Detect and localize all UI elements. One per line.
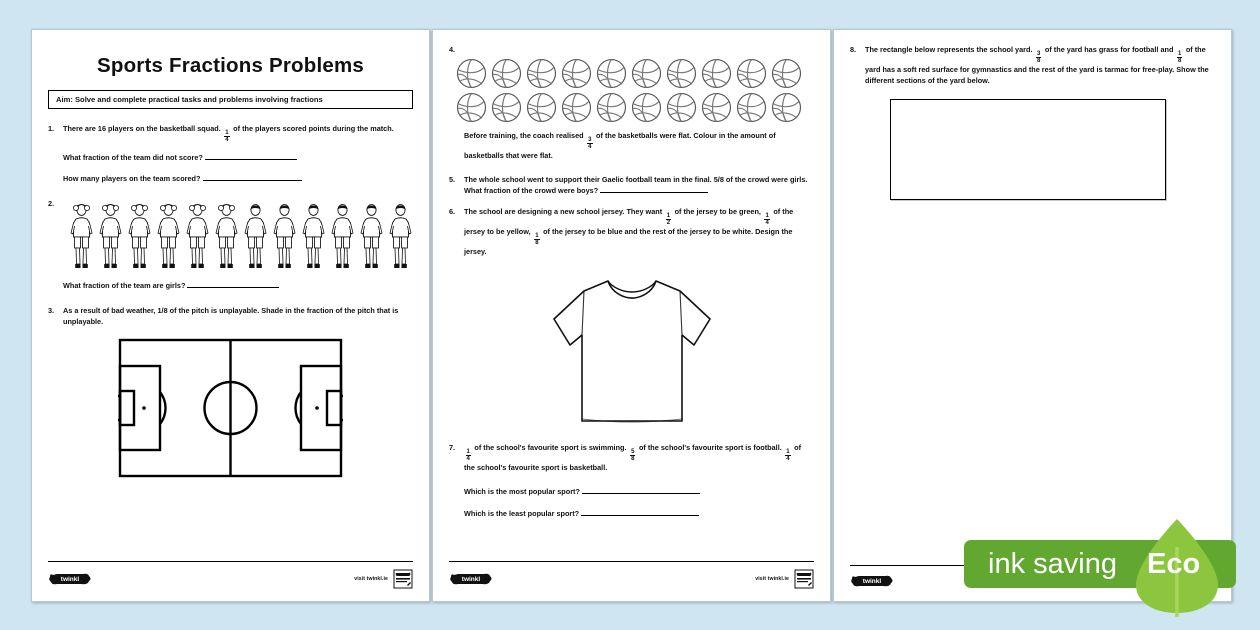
question-1: [48, 123, 413, 143]
boy-player-icon: [386, 200, 415, 272]
fraction-numerator: 5: [631, 449, 635, 456]
basketball-icon[interactable]: [595, 91, 628, 124]
question-6: [449, 206, 814, 257]
page-title: Sports Fractions Problems: [96, 54, 364, 77]
twinkl-badge-icon: [794, 569, 814, 589]
question-3-text: As a result of bad weather, 1/8 of the pitch is unplayable. Shade in the fraction of the pitch that is unplayable.: [63, 306, 399, 327]
fraction-denominator: 8: [535, 240, 539, 247]
question-1-fraction: [224, 130, 229, 143]
twinkl-logo-text: twinkl: [461, 576, 481, 584]
worksheet-page-1: [31, 29, 430, 602]
eco-label: Eco: [1147, 548, 1201, 580]
basketball-icon[interactable]: [490, 91, 523, 124]
question-7: [449, 442, 814, 473]
twinkl-logo-text: twinkl: [60, 576, 80, 584]
twinkl-logo-icon: [48, 571, 92, 587]
basketball-icon[interactable]: [665, 91, 698, 124]
twinkl-logo: [449, 571, 493, 587]
twinkl-logo-text: twinkl: [862, 578, 882, 586]
question-5: [449, 174, 814, 197]
question-2: [48, 198, 413, 272]
question-8-number: 8.: [850, 45, 857, 54]
question-4-fraction: [587, 137, 592, 150]
answer-blank[interactable]: [187, 281, 279, 288]
basketball-icon[interactable]: [735, 57, 768, 90]
question-8-text-c: of the yard has a soft red surface for gymnastics and the rest of the yard is tarmac for free-play. Show the different sections of the yard below.: [865, 45, 1209, 86]
question-7-fraction-1: [466, 449, 471, 462]
worksheet-page-2: [432, 29, 831, 602]
question-8-fraction-2: [1177, 51, 1182, 64]
fraction-numerator: 3: [1037, 51, 1041, 57]
question-5-number: 5.: [449, 174, 456, 184]
girl-player-icon: [67, 200, 96, 272]
question-1-text-a: There are 16 players on the basketball squad.: [63, 124, 221, 133]
question-2-answer-line: [63, 280, 413, 292]
question-4: [449, 44, 814, 55]
question-4-text-block: [449, 130, 814, 161]
girl-player-icon: [154, 200, 183, 272]
question-7-text-c: of the school's favourite sport is basketball.: [464, 443, 802, 473]
basketball-icon[interactable]: [770, 91, 803, 124]
fraction-denominator: 8: [631, 456, 635, 463]
question-1-text: [63, 123, 413, 143]
answer-blank[interactable]: [203, 174, 302, 181]
twinkl-badge-icon: [393, 569, 413, 589]
footer-credit: [354, 569, 413, 589]
basketball-icon[interactable]: [560, 91, 593, 124]
aim-box: Aim: Solve and complete practical tasks and problems involving fractions: [48, 90, 413, 109]
question-7-answer-line-b: [464, 508, 814, 520]
question-1-answer-line-a: [63, 152, 413, 164]
fraction-denominator: 4: [765, 220, 769, 227]
fraction-denominator: 8: [1037, 58, 1041, 64]
footer-credit: [755, 569, 814, 589]
answer-blank[interactable]: [581, 509, 699, 516]
question-6-text-b: of the jersey to be green,: [674, 207, 761, 217]
question-7-prompt-b: Which is the least popular sport?: [464, 509, 580, 519]
twinkl-logo-icon: [449, 571, 493, 587]
eco-ink-saving-label: ink saving: [988, 548, 1117, 580]
boy-player-icon: [241, 200, 270, 272]
question-2-figure: [63, 198, 415, 272]
pitch-svg: [118, 338, 343, 478]
question-8-fraction-1: [1036, 51, 1041, 64]
question-4-text-a: Before training, the coach realised: [464, 131, 584, 141]
answer-blank[interactable]: [582, 487, 700, 494]
basketball-icon[interactable]: [560, 57, 593, 90]
fraction-denominator: 4: [466, 456, 470, 463]
question-7-prompt-a: Which is the most popular sport?: [464, 486, 580, 496]
question-7-fraction-2: [630, 449, 635, 462]
twinkl-logo-icon: [850, 573, 894, 589]
question-8-text-a: The rectangle below represents the school yard.: [865, 45, 1033, 54]
school-yard-answer-box[interactable]: [890, 99, 1166, 200]
question-7-answer-line-a: [464, 486, 814, 498]
question-1-number: 1.: [48, 124, 55, 133]
question-6-number: 6.: [449, 207, 456, 217]
basketball-icon[interactable]: [735, 91, 768, 124]
basketball-icon[interactable]: [665, 57, 698, 90]
question-3-number: 3.: [48, 306, 55, 316]
basketball-icon[interactable]: [700, 57, 733, 90]
ink-saving-eco-badge: [964, 531, 1236, 595]
question-7-text: [464, 442, 814, 473]
question-5-text: The whole school went to support their Gaelic football team in the final. 5/8 of the crowd were girls. What fraction of the crowd were boys?: [464, 174, 808, 195]
girl-player-icon: [125, 200, 154, 272]
fraction-denominator: 8: [1177, 58, 1182, 64]
answer-blank[interactable]: [205, 153, 297, 160]
fraction-numerator: 1: [225, 130, 229, 136]
fraction-denominator: 4: [588, 144, 592, 151]
question-7-number: 7.: [449, 443, 456, 453]
football-pitch-illustration[interactable]: [48, 338, 413, 478]
fraction-numerator: 1: [466, 449, 470, 456]
question-4-number: 4.: [449, 45, 456, 54]
twinkl-logo: [48, 571, 92, 587]
girl-player-icon: [96, 200, 125, 272]
basketball-icon[interactable]: [770, 57, 803, 90]
question-1-prompt-b: How many players on the team scored?: [63, 173, 201, 183]
boy-player-icon: [270, 200, 299, 272]
basketball-icon[interactable]: [525, 91, 558, 124]
jersey-svg: [548, 271, 716, 426]
answer-blank[interactable]: [600, 186, 708, 193]
question-2-number: 2.: [48, 199, 55, 209]
fraction-denominator: 4: [786, 456, 790, 463]
boy-player-icon: [299, 200, 328, 272]
twinkl-logo: [850, 573, 894, 589]
page-2-footer: [449, 561, 814, 589]
question-8: [850, 44, 1215, 87]
girl-player-icon: [183, 200, 212, 272]
question-6-text: [464, 206, 814, 257]
question-1-answer-line-b: [63, 173, 413, 185]
question-6-text-d: of the jersey to be blue and the rest of the jersey to be white. Design the jersey.: [464, 227, 793, 257]
fraction-numerator: 1: [765, 213, 769, 220]
question-7-text-a: of the school's favourite sport is swimming.: [474, 443, 627, 453]
visit-label: visit twinkl.ie: [755, 576, 789, 582]
basketball-icon[interactable]: [700, 91, 733, 124]
boy-player-icon: [328, 200, 357, 272]
basketball-icon[interactable]: [630, 91, 663, 124]
question-6-fraction-1: [666, 213, 671, 226]
fraction-denominator: 2: [666, 220, 671, 227]
visit-label: visit twinkl.ie: [354, 576, 388, 582]
fraction-numerator: 1: [535, 233, 539, 240]
basketball-icon[interactable]: [455, 57, 488, 90]
question-4-text: [464, 130, 814, 161]
fraction-denominator: 4: [225, 137, 229, 143]
boy-player-icon: [357, 200, 386, 272]
basketball-icon[interactable]: [630, 57, 663, 90]
fraction-numerator: 1: [666, 213, 671, 220]
fraction-numerator: 1: [1177, 51, 1182, 57]
question-6-text-c: of the jersey to be yellow,: [464, 207, 794, 237]
question-4-text-b: of the basketballs were flat. Colour in the amount of basketballs that were flat.: [464, 131, 776, 161]
question-2-prompt: What fraction of the team are girls?: [63, 281, 186, 291]
question-7-text-b: of the school's favourite sport is football.: [638, 443, 782, 453]
question-8-text: [865, 44, 1215, 87]
basketball-icon[interactable]: [595, 57, 628, 90]
question-6-fraction-3: [534, 233, 539, 246]
basketball-icon[interactable]: [455, 91, 488, 124]
fraction-numerator: 3: [588, 137, 592, 144]
players-illustration: [67, 200, 415, 272]
jersey-illustration[interactable]: [449, 271, 814, 426]
page-1-footer: [48, 561, 413, 589]
basketball-icon[interactable]: [490, 57, 523, 90]
girl-player-icon: [212, 200, 241, 272]
basketball-icon[interactable]: [525, 57, 558, 90]
question-6-text-a: The school are designing a new school jersey. They want: [464, 207, 663, 217]
question-6-fraction-2: [764, 213, 769, 226]
basketballs-illustration[interactable]: [455, 57, 820, 124]
question-8-text-b: of the yard has grass for football and: [1044, 45, 1174, 54]
question-1-text-b: of the players scored points during the match.: [233, 124, 394, 133]
question-1-prompt-a: What fraction of the team did not score?: [63, 153, 203, 162]
question-3: [48, 305, 413, 328]
fraction-numerator: 1: [786, 449, 790, 456]
question-7-fraction-3: [785, 449, 790, 462]
